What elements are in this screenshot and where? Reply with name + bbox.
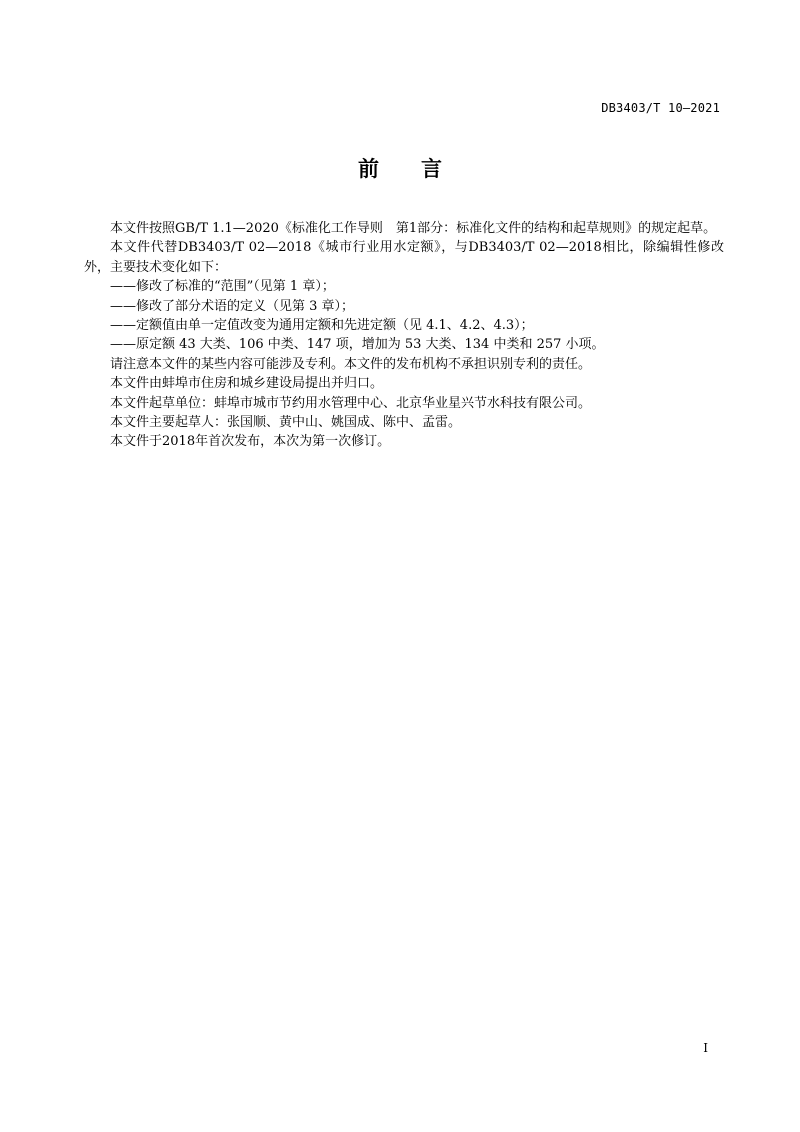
change-item: ——修改了标准的“范围”（见第 1 章）；: [110, 279, 335, 295]
paragraph-patent-notice: 请注意本文件的某些内容可能涉及专利。本文件的发布机构不承担识别专利的责任。: [110, 356, 592, 372]
paragraph-history: 本文件于2018年首次发布，本次为第一次修订。: [110, 434, 391, 450]
change-item: ——修改了部分术语的定义（见第 3 章）；: [110, 298, 355, 314]
preface-body: [84, 219, 724, 452]
change-item: ——原定额 43 大类、106 中类、147 项，增加为 53 大类、134 中类和 257 小项。: [110, 337, 605, 353]
paragraph-drafting-units: 本文件起草单位：蚌埠市城市节约用水管理中心、北京华业星兴节水科技有限公司。: [110, 395, 592, 411]
paragraph-replacement: 本文件代替DB3403/T 02—2018《城市行业用水定额》，与DB3403/T 02—2018相比，除编辑性修改外，主要技术变化如下：: [84, 240, 724, 275]
page-title: [0, 153, 800, 183]
page-number: I: [703, 1041, 708, 1055]
paragraph-drafters: 本文件主要起草人：张国顺、黄中山、姚国成、陈中、孟雷。: [110, 415, 462, 431]
change-item: ——定额值由单一定值改变为通用定额和先进定额（见 4.1、4.2、4.3）；: [110, 318, 534, 334]
document-code: DB3403/T 10—2021: [601, 101, 720, 115]
title-char-2: 言: [421, 157, 442, 181]
paragraph-drafting-rules: 本文件按照GB/T 1.1—2020《标准化工作导则 第1部分：标准化文件的结构和起草规则》的规定起草。: [110, 221, 717, 236]
title-char-1: 前: [358, 157, 379, 181]
paragraph-proposer: 本文件由蚌埠市住房和城乡建设局提出并归口。: [110, 376, 384, 392]
